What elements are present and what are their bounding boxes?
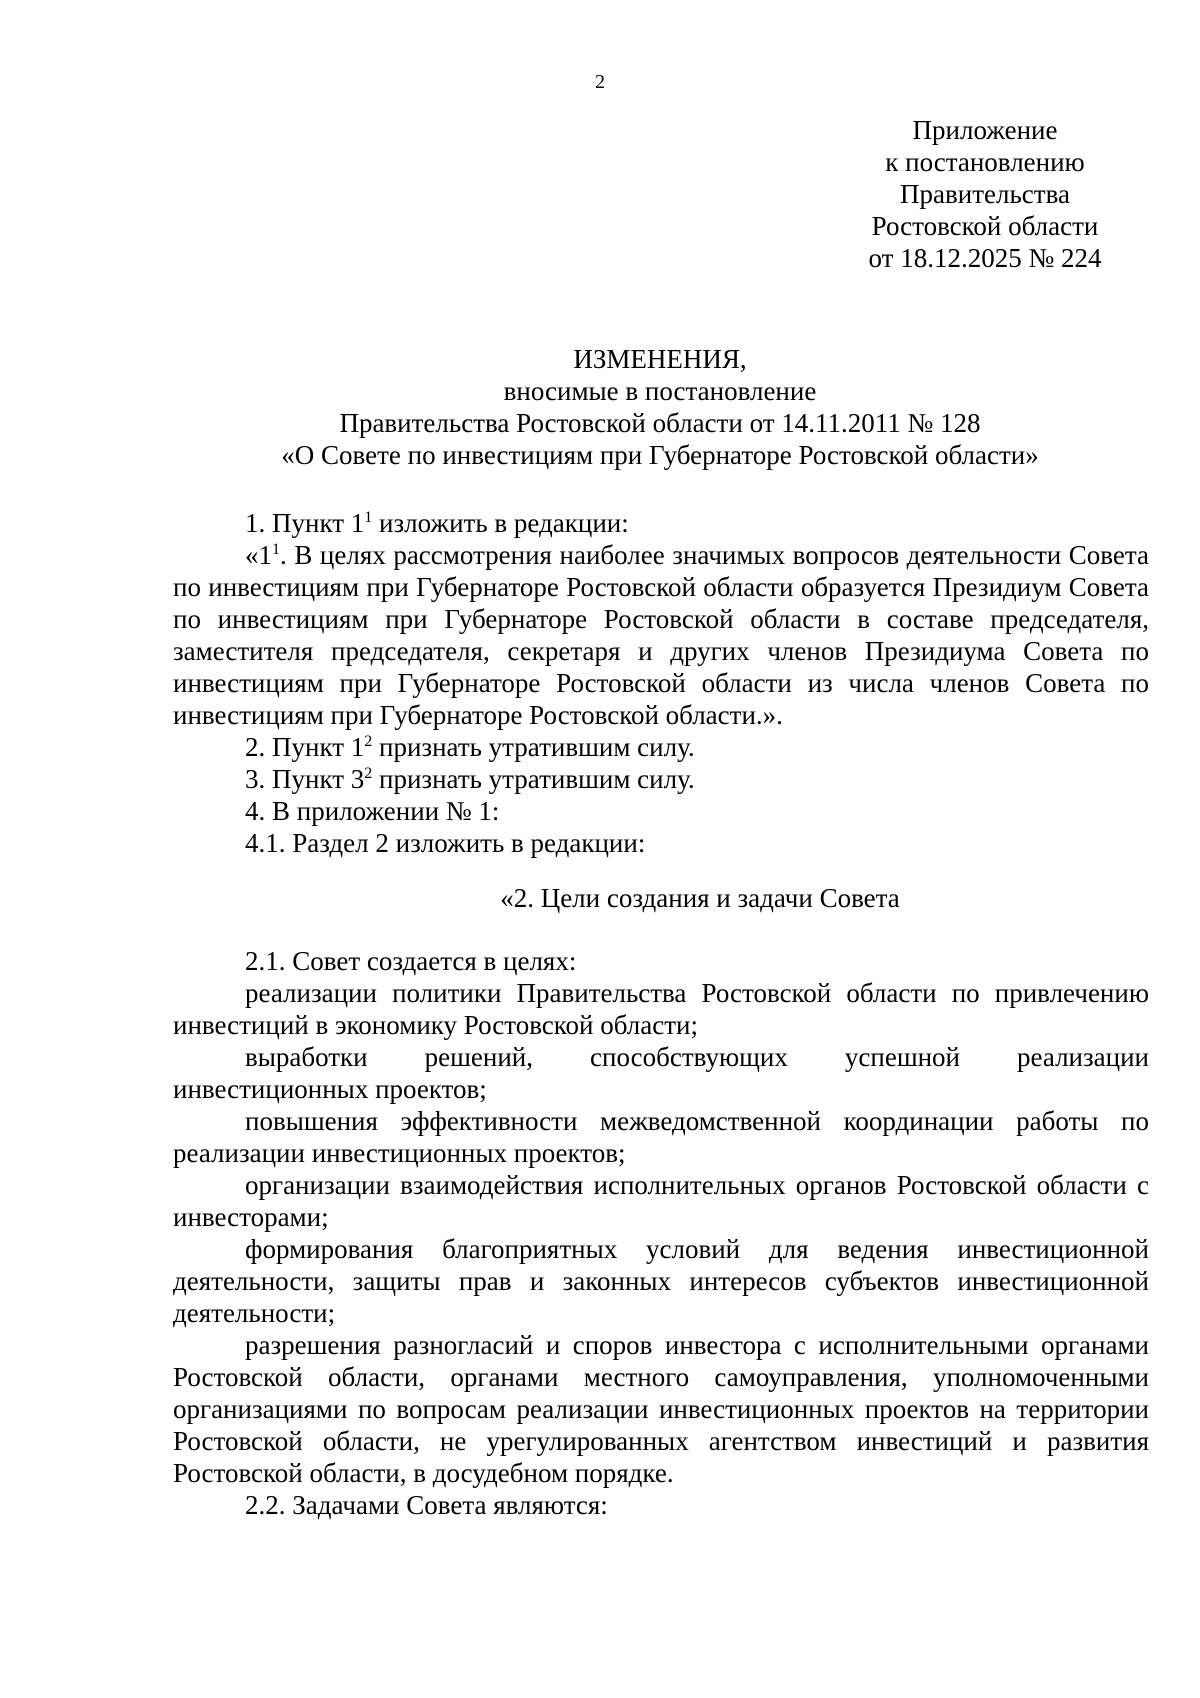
- document-body: [173, 507, 1149, 1521]
- section-2-2: 2.2. Задачами Совета являются:: [245, 1490, 608, 1520]
- attachment-line: Ростовской области: [871, 211, 1099, 241]
- section-2-1: 2.1. Совет создается в целях:: [245, 946, 577, 976]
- superscript: 1: [364, 509, 373, 526]
- goal-item: реализации политики Правительства Ростовской области по привлечению инвестиций в экономику Ростовской области;: [173, 978, 1149, 1040]
- title-main: ИЗМЕНЕНИЯ,: [573, 344, 747, 374]
- item-text: «1: [245, 540, 272, 570]
- attachment-line: к постановлению: [885, 147, 1085, 177]
- goal-item: выработки решений, способствующих успешной реализации инвестиционных проектов;: [173, 1042, 1149, 1104]
- attachment-line: Приложение: [912, 115, 1058, 145]
- attachment-header: [835, 114, 1135, 274]
- item-1: [173, 507, 1149, 539]
- superscript: 2: [364, 765, 373, 782]
- item-text: . В целях рассмотрения наиболее значимых вопросов деятельности Совета по инвестициям при Губернаторе Ростовской области образуется Президиум Совета по инвестициям при Губернаторе Ростовской области в составе председателя, заместителя председателя, секретаря и других членов Президиума Совета по инвестициям при Губернаторе Ростовской области из числа членов Совета по инвестициям при Губернаторе Ростовской области.».: [173, 540, 1149, 730]
- title-subtitle: вносимые в постановление: [503, 376, 817, 406]
- item-text: изложить в редакции:: [372, 508, 629, 538]
- item-4: 4. В приложении № 1:: [245, 796, 500, 826]
- item-text: 3. Пункт 3: [245, 764, 365, 794]
- item-text: 2. Пункт 1: [245, 732, 365, 762]
- goal-item: разрешения разногласий и споров инвестора с исполнительными органами Ростовской области, органами местного самоуправления, уполномоченными организациями по вопросам реализации инвестиционных проектов на территории Ростовской области, не урегулированных агентством инвестиций и развития Ростовской области, в досудебном порядке.: [173, 1330, 1149, 1488]
- section-heading: «2. Цели создания и задачи Совета: [500, 883, 900, 913]
- superscript: 2: [364, 733, 373, 750]
- superscript: 1: [272, 541, 280, 558]
- attachment-line: Правительства: [900, 179, 1070, 209]
- title-subtitle: «О Совете по инвестициям при Губернаторе Ростовской области»: [281, 440, 1039, 470]
- item-text: признать утратившим силу.: [372, 732, 695, 762]
- goal-item: повышения эффективности межведомственной координации работы по реализации инвестиционных проектов;: [173, 1106, 1149, 1168]
- page-number: 2: [595, 71, 605, 93]
- title-subtitle: Правительства Ростовской области от 14.11.2011 № 128: [339, 408, 981, 438]
- item-text: признать утратившим силу.: [372, 764, 695, 794]
- goal-item: формирования благоприятных условий для ведения инвестиционной деятельности, защиты прав и законных интересов субъектов инвестиционной деятельности;: [173, 1234, 1149, 1328]
- item-3: [173, 763, 1149, 795]
- attachment-date-number: от 18.12.2025 № 224: [868, 243, 1102, 273]
- item-1-quote: [173, 539, 1149, 731]
- goal-item: организации взаимодействия исполнительных органов Ростовской области с инвесторами;: [173, 1170, 1149, 1232]
- document-title: [160, 343, 1160, 471]
- item-4-1: 4.1. Раздел 2 изложить в редакции:: [245, 828, 646, 858]
- item-text: 1. Пункт 1: [245, 508, 365, 538]
- item-2: [173, 731, 1149, 763]
